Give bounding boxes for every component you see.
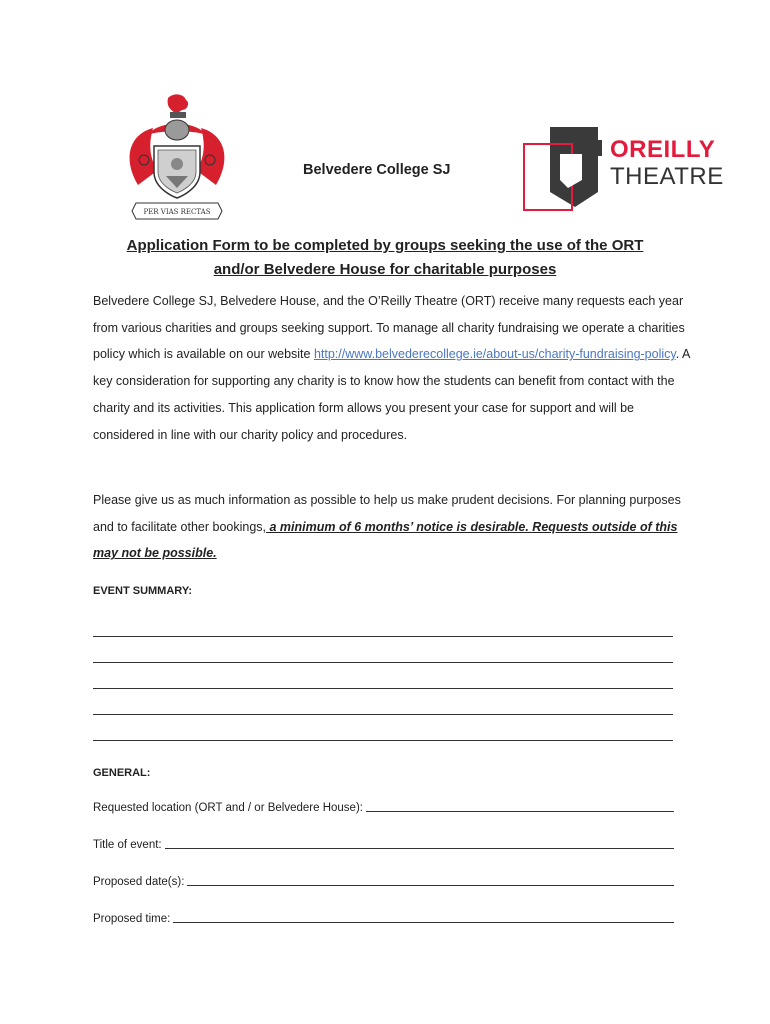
- event-summary-label: EVENT SUMMARY:: [93, 585, 192, 597]
- form-title-line1: Application Form to be completed by groups seeking the use of the ORT: [126, 237, 644, 254]
- proposed-dates-input[interactable]: [187, 885, 674, 886]
- svg-text:PER VIAS RECTAS: PER VIAS RECTAS: [143, 208, 211, 216]
- event-title-input[interactable]: [165, 848, 674, 849]
- proposed-time-label: Proposed time:: [93, 913, 171, 925]
- event-summary-line-2[interactable]: [93, 662, 673, 663]
- requested-location-input[interactable]: [366, 811, 674, 812]
- theatre-logo-line1: OREILLY: [610, 136, 716, 163]
- proposed-time-input[interactable]: [173, 922, 674, 923]
- event-summary-line-3[interactable]: [93, 688, 673, 689]
- intro-text-after-link: . A key consideration for supporting any charity is to know how the students can benefit from contact with the charity and its activities. This application form allows you present your case for support and will be considered in line with our charity policy and procedures.: [93, 347, 690, 442]
- event-summary-line-1[interactable]: [93, 636, 673, 637]
- college-crest-logo: [118, 90, 236, 220]
- intro-paragraph: [93, 288, 693, 448]
- event-title-field: [93, 839, 674, 851]
- form-title: [70, 234, 700, 282]
- charity-policy-link[interactable]: http://www.belvederecollege.ie/about-us/charity-fundraising-policy: [313, 347, 676, 362]
- theatre-logo-line2: THEATRE: [610, 163, 724, 190]
- event-summary-line-4[interactable]: [93, 714, 673, 715]
- notice-emphasis: a minimum of 6 months’ notice is desirable. Requests outside of this may not be possible.: [93, 519, 678, 561]
- college-name: Belvedere College SJ: [303, 162, 451, 178]
- general-label: GENERAL:: [93, 767, 151, 779]
- proposed-dates-field: [93, 876, 674, 888]
- intro-text-before-link: Belvedere College SJ, Belvedere House, and the O’Reilly Theatre (ORT) receive many requests each year from various charities and groups seeking support. To manage all charity fundraising we operate a charities policy which is available on our website: [93, 294, 685, 362]
- form-title-line2: and/or Belvedere House for charitable purposes: [213, 261, 557, 278]
- requested-location-field: [93, 802, 674, 814]
- requested-location-label: Requested location (ORT and / or Belvedere House):: [93, 802, 363, 814]
- notice-text: Please give us as much information as possible to help us make prudent decisions. For planning purposes and to facilitate other bookings,: [93, 493, 681, 534]
- proposed-time-field: [93, 913, 674, 925]
- event-title-label: Title of event:: [93, 839, 162, 851]
- event-summary-line-5[interactable]: [93, 740, 673, 741]
- notice-paragraph: [93, 487, 693, 567]
- proposed-dates-label: Proposed date(s):: [93, 876, 185, 888]
